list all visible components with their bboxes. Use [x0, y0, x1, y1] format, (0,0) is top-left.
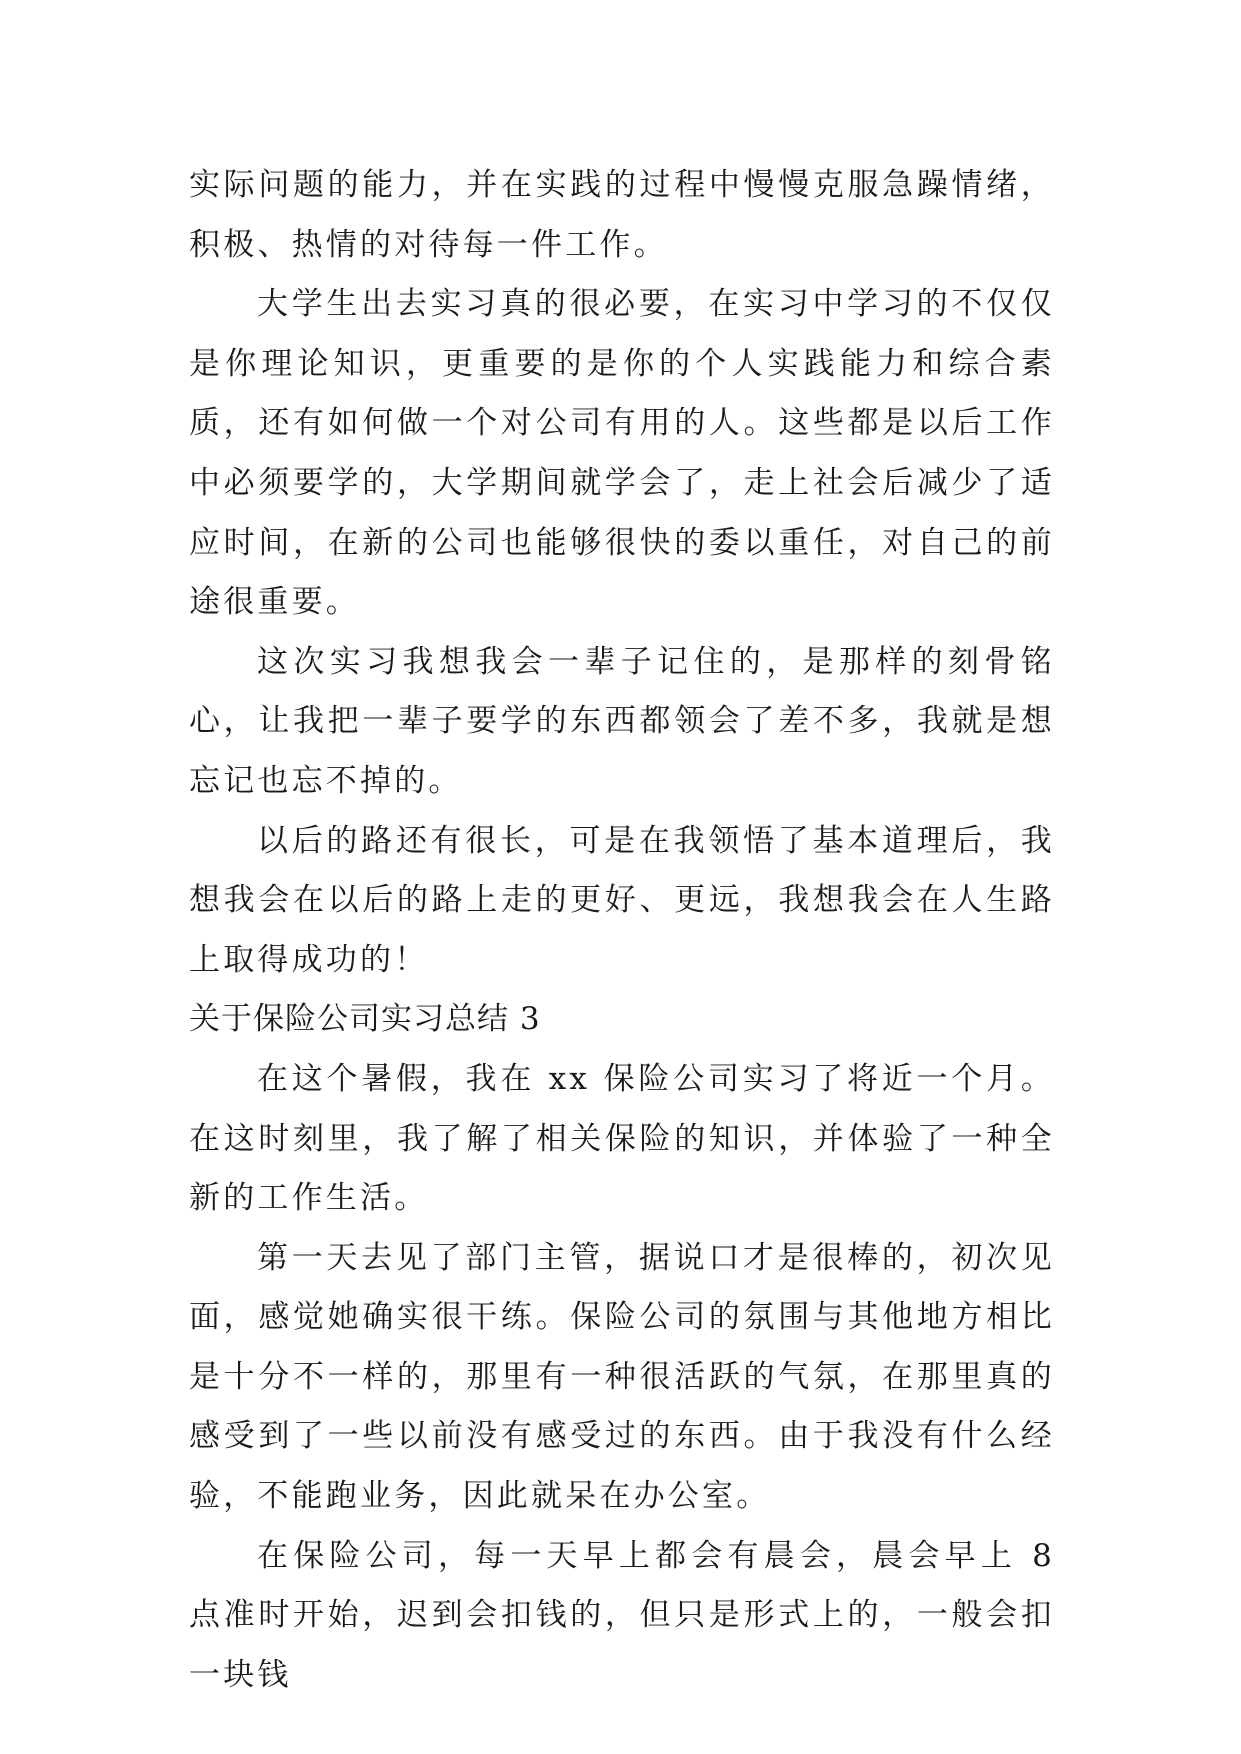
paragraph: 实际问题的能力，并在实践的过程中慢慢克服急躁情绪，积极、热情的对待每一件工作。: [189, 167, 1055, 263]
paragraph: 第一天去见了部门主管，据说口才是很棒的，初次见面，感觉她确实很干练。保险公司的氛围与其他地方相比是十分不一样的，那里有一种很活跃的气氛，在那里真的感受到了一些以前没有感受过的东西。由于我没有什么经验，不能跑业务，因此就呆在办公室。: [189, 1239, 1055, 1515]
paragraph: 在保险公司，每一天早上都会有晨会，晨会早上 8 点准时开始，迟到会扣钱的，但只是形式上的，一般会扣一块钱: [189, 1537, 1055, 1693]
paragraph: 大学生出去实习真的很必要，在实习中学习的不仅仅是你理论知识，更重要的是你的个人实践能力和综合素质，还有如何做一个对公司有用的人。这些都是以后工作中必须要学的，大学期间就学会了，走上社会后减少了适应时间，在新的公司也能够很快的委以重任，对自己的前途很重要。: [189, 286, 1055, 621]
document-body: [189, 156, 1055, 1705]
paragraph: 这次实习我想我会一辈子记住的，是那样的刻骨铭心，让我把一辈子要学的东西都领会了差不多，我就是想忘记也忘不掉的。: [189, 643, 1055, 799]
section-heading: 关于保险公司实习总结 3: [189, 1001, 541, 1038]
paragraph: 在这个暑假，我在 xx 保险公司实习了将近一个月。在这时刻里，我了解了相关保险的知识，并体验了一种全新的工作生活。: [189, 1060, 1055, 1217]
paragraph: 以后的路还有很长，可是在我领悟了基本道理后，我想我会在以后的路上走的更好、更远，我想我会在人生路上取得成功的！: [189, 822, 1055, 978]
